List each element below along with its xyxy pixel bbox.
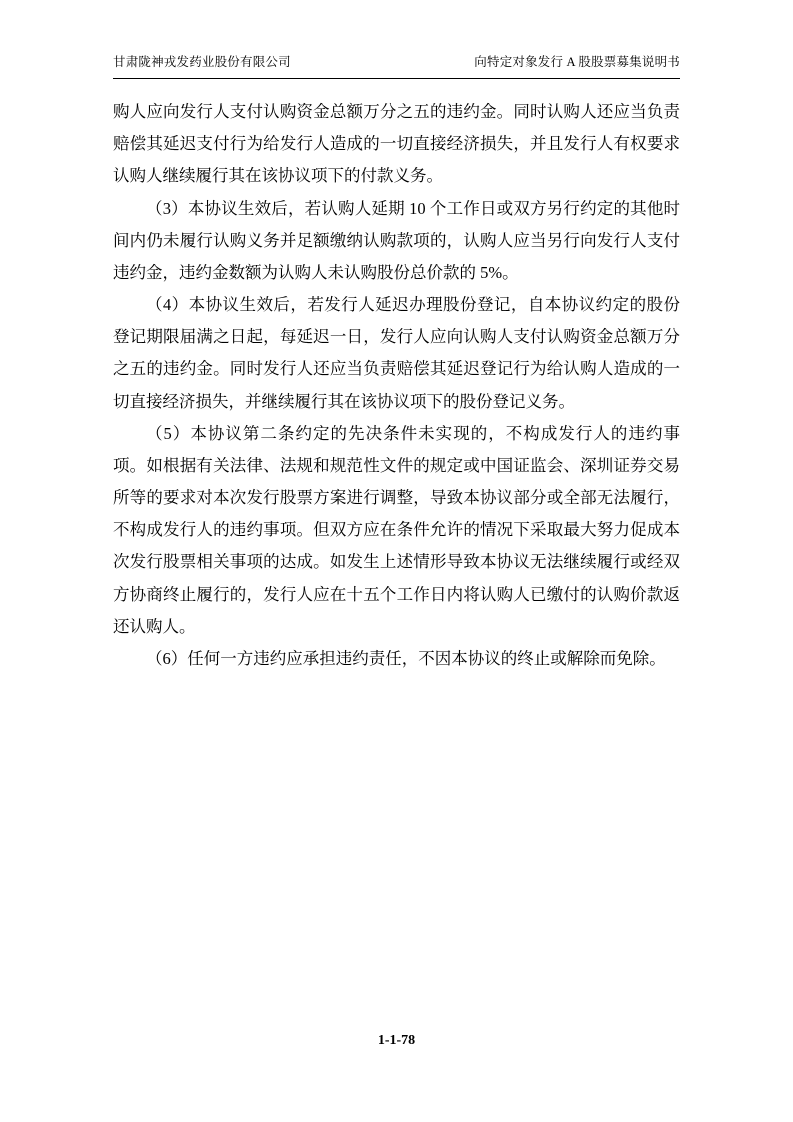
paragraph-item-5: （5）本协议第二条约定的先决条件未实现的，不构成发行人的违约事项。如根据有关法律、法规和规范性文件的规定或中国证监会、深圳证券交易所等的要求对本次发行股票方案进行调整，导致本协议部分或全部无法履行，不构成发行人的违约事项。但双方应在条件允许的情况下采取最大努力促成本次发行股票相关事项的达成。如发生上述情形导致本协议无法继续履行或经双方协商终止履行的，发行人应在十五个工作日内将认购人已缴付的认购价款返还认购人。 <box>113 423 680 636</box>
paragraph-item-6: （6）任何一方违约应承担违约责任，不因本协议的终止或解除而免除。 <box>146 648 666 668</box>
page-footer <box>0 1033 793 1049</box>
paragraph-continuation: 购人应向发行人支付认购资金总额万分之五的违约金。同时认购人还应当负责赔偿其延迟支付行为给发行人造成的一切直接经济损失，并且发行人有权要求认购人继续履行其在该协议项下的付款义务。 <box>113 102 680 186</box>
header-document-title: 向特定对象发行 A 股股票募集说明书 <box>474 55 680 69</box>
paragraph-item-3: （3）本协议生效后，若认购人延期 10 个工作日或双方另行约定的其他时间内仍未履行认购义务并足额缴纳认购款项的，认购人应当另行向发行人支付违约金，违约金数额为认购人未认购股份总价款的 5%。 <box>113 198 680 282</box>
page-number: 1-1-78 <box>377 1033 416 1048</box>
header-company-name: 甘肃陇神戎发药业股份有限公司 <box>113 55 291 69</box>
header-divider <box>113 78 680 79</box>
page-header <box>113 52 680 70</box>
document-body <box>113 96 680 675</box>
paragraph-item-4: （4）本协议生效后，若发行人延迟办理股份登记，自本协议约定的股份登记期限届满之日起，每延迟一日，发行人应向认购人支付认购资金总额万分之五的违约金。同时发行人还应当负责赔偿其延迟登记行为给认购人造成的一切直接经济损失，并继续履行其在该协议项下的股份登记义务。 <box>113 295 680 411</box>
